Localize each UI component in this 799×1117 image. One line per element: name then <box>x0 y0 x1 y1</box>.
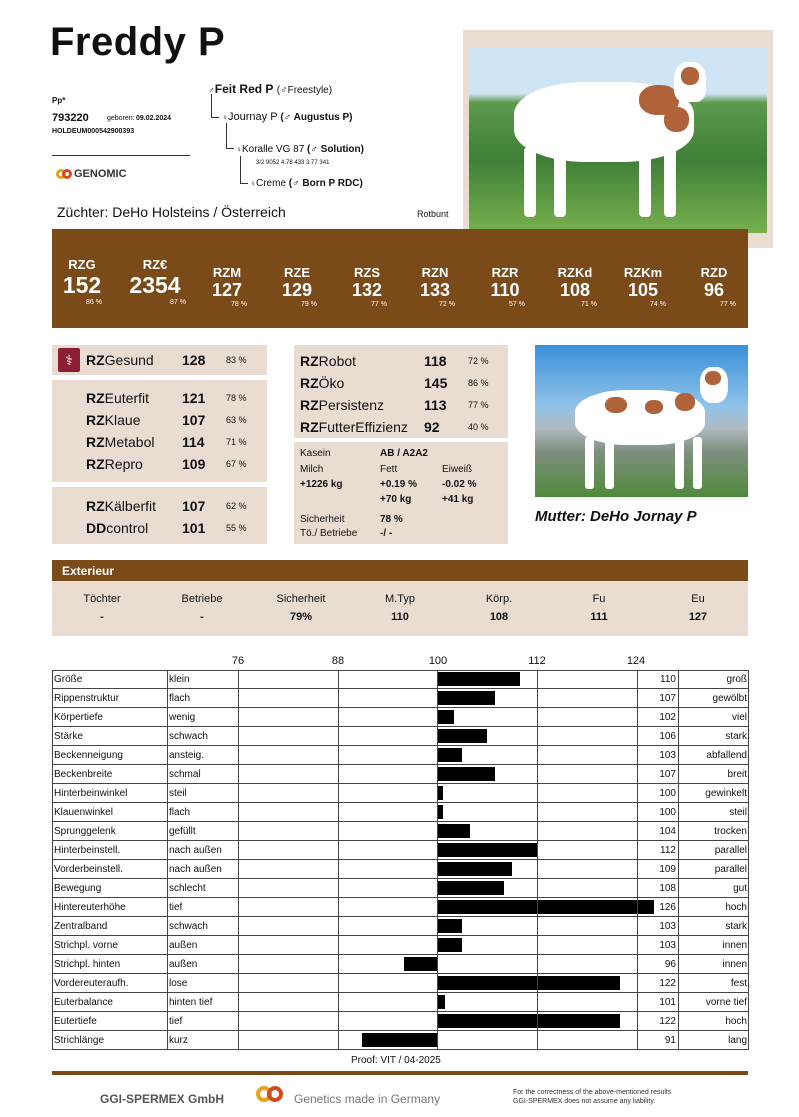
ext-koerp: Körp. 108 <box>485 593 513 623</box>
trait-name: Vordereuteraufh. <box>54 978 129 989</box>
trait-high-label: breit <box>727 769 747 780</box>
rzkaelberfit-row: RZKälberfit 107 62 % <box>86 498 247 514</box>
pedigree-line <box>211 94 219 118</box>
pedigree-line <box>226 123 234 149</box>
band-rzg: RZG 152 86 % <box>62 257 102 306</box>
trait-bar <box>437 710 454 724</box>
linear-row <box>52 822 749 841</box>
band-rzd: RZD 96 77 % <box>700 265 736 308</box>
rzrobot-row: RZRobot 118 72 % <box>300 353 489 369</box>
trait-name: Stärke <box>54 731 83 742</box>
linear-row <box>52 670 749 689</box>
kasein-value: AB / A2A2 <box>380 448 428 459</box>
trait-low-label: außen <box>169 940 198 951</box>
trait-high-label: steil <box>729 807 747 818</box>
linear-row <box>52 727 749 746</box>
trait-bar <box>437 748 462 762</box>
grid-line <box>678 670 679 1050</box>
trait-bar <box>437 862 512 876</box>
health-icon: ⚕ <box>58 348 80 372</box>
trait-high-label: vorne tief <box>705 997 747 1008</box>
trait-high-label: parallel <box>714 845 747 856</box>
trait-name: Vorderbeinstell. <box>54 864 123 875</box>
trait-low-label: außen <box>169 959 198 970</box>
trait-bar <box>404 957 437 971</box>
trait-value: 108 <box>659 883 676 894</box>
ddcontrol-row: DDcontrol 101 55 % <box>86 520 247 536</box>
grid-line <box>238 670 239 1050</box>
rzklaue-row: RZKlaue 107 63 % <box>86 412 247 428</box>
trait-low-label: kurz <box>169 1035 188 1046</box>
trait-low-label: hinten tief <box>169 997 213 1008</box>
milch-value: +1226 kg <box>300 479 343 490</box>
linear-row <box>52 898 749 917</box>
tick-100: 100 <box>428 655 448 667</box>
trait-bar <box>437 900 654 914</box>
trait-name: Euterbalance <box>54 997 113 1008</box>
tick-88: 88 <box>331 655 345 667</box>
registration-number: HOLDEUM000542900393 <box>52 128 135 135</box>
trait-bar <box>437 729 487 743</box>
divider <box>52 155 190 156</box>
company-logo <box>256 1086 283 1102</box>
trait-name: Zentralband <box>54 921 108 932</box>
ext-fu: Fu 111 <box>590 593 608 623</box>
genomic-logo-text: GENOMIC <box>74 168 127 180</box>
trait-name: Hinterbeinwinkel <box>54 788 128 799</box>
trait-high-label: trocken <box>714 826 747 837</box>
trait-bar <box>437 919 462 933</box>
tick-124: 124 <box>626 655 646 667</box>
toechter-label: Tö./ Betriebe <box>300 528 358 539</box>
trait-value: 102 <box>659 712 676 723</box>
trait-bar <box>437 881 504 895</box>
trait-bar <box>437 691 495 705</box>
trait-high-label: lang <box>728 1035 747 1046</box>
linear-row <box>52 689 749 708</box>
trait-name: Strichpl. hinten <box>54 959 121 970</box>
exterieur-header: Exterieur <box>52 560 748 581</box>
trait-value: 107 <box>659 769 676 780</box>
genomic-logo <box>56 168 127 180</box>
breeder: Züchter: DeHo Holsteins / Österreich <box>57 204 286 220</box>
footer-line <box>52 1071 748 1075</box>
trait-value: 103 <box>659 750 676 761</box>
trait-value: 96 <box>664 959 676 970</box>
bull-photo <box>463 30 773 248</box>
eiweiss-label: Eiweiß <box>442 464 473 475</box>
sicherheit-label: Sicherheit <box>300 514 345 525</box>
rzpersistenz-row: RZPersistenz 113 77 % <box>300 397 489 413</box>
rzoeko-row: RZÖko 145 86 % <box>300 375 489 391</box>
trait-name: Klauenwinkel <box>54 807 113 818</box>
trait-bar <box>437 824 470 838</box>
trait-name: Hinterbeinstell. <box>54 845 121 856</box>
band-rzr: RZR 110 57 % <box>490 265 525 308</box>
trait-high-label: innen <box>722 940 747 951</box>
fett-percent: +0.19 % <box>380 479 417 490</box>
linear-row <box>52 803 749 822</box>
ext-betriebe: Betriebe - <box>181 593 223 623</box>
trait-name: Rippenstruktur <box>54 693 120 704</box>
trait-low-label: tief <box>169 1016 183 1027</box>
trait-name: Körpertiefe <box>54 712 103 723</box>
ext-mtyp: M.Typ 110 <box>385 593 415 623</box>
trait-value: 100 <box>659 788 676 799</box>
grid-line <box>338 670 339 1050</box>
band-rze: RZE 129 79 % <box>281 265 317 308</box>
proof: Proof: VIT / 04-2025 <box>351 1055 441 1066</box>
trait-name: Eutertiefe <box>54 1016 97 1027</box>
ext-eu: Eu 127 <box>688 593 708 623</box>
trait-low-label: klein <box>169 674 190 685</box>
trait-high-label: hoch <box>725 902 747 913</box>
trait-value: 110 <box>660 674 676 685</box>
linear-row <box>52 765 749 784</box>
trait-low-label: steil <box>169 788 187 799</box>
trait-high-label: gewölbt <box>712 693 747 704</box>
grid-line <box>52 670 53 1050</box>
trait-value: 103 <box>659 921 676 932</box>
tick-112: 112 <box>528 655 546 667</box>
trait-low-label: lose <box>169 978 188 989</box>
trait-value: 100 <box>659 807 676 818</box>
trait-low-label: schwach <box>169 731 208 742</box>
exterieur-panel <box>52 581 748 636</box>
linear-row <box>52 955 749 974</box>
rzrepro-row: RZRepro 109 67 % <box>86 456 247 472</box>
band-rz-euro: RZ€ 2354 87 % <box>129 257 186 306</box>
bull-name: Freddy P <box>50 20 226 64</box>
milch-label: Milch <box>300 464 324 475</box>
trait-high-label: stark <box>725 731 747 742</box>
trait-value: 107 <box>659 693 676 704</box>
trait-name: Strichlänge <box>54 1035 105 1046</box>
disclaimer-1: For the correctness of the above-mentioned results <box>513 1089 672 1096</box>
rzfuttereffizienz-row: RZFutterEffizienz 92 40 % <box>300 419 489 435</box>
trait-low-label: schwach <box>169 921 208 932</box>
pedigree-great-granddam: ♀Creme (♂ Born P RDC) <box>250 178 363 189</box>
eiweiss-kg: +41 kg <box>442 494 474 505</box>
tagline: Genetics made in Germany <box>294 1092 441 1106</box>
pedigree-granddam: ♀Koralle VG 87 (♂ Solution) <box>236 144 364 155</box>
linear-row <box>52 784 749 803</box>
band-rzn: RZN 133 72 % <box>419 265 455 308</box>
trait-name: Bewegung <box>54 883 102 894</box>
company: GGI-SPERMEX GmbH <box>100 1092 225 1106</box>
trait-low-label: schlecht <box>169 883 206 894</box>
linear-row <box>52 708 749 727</box>
trait-value: 101 <box>659 997 676 1008</box>
trait-name: Hintereuterhöhe <box>54 902 126 913</box>
linear-row <box>52 879 749 898</box>
trait-value: 106 <box>659 731 676 742</box>
disclaimer-2: GGI-SPERMEX does not assume any liability. <box>513 1098 656 1105</box>
trait-high-label: innen <box>722 959 747 970</box>
grid-line <box>437 670 438 1050</box>
mother-photo <box>535 345 748 497</box>
trait-name: Größe <box>54 674 83 685</box>
band-rzkd: RZKd 108 71 % <box>557 265 597 308</box>
toechter-value: -/ - <box>380 528 393 539</box>
trait-low-label: wenig <box>169 712 196 723</box>
band-rzkm: RZKm 105 74 % <box>623 265 666 308</box>
trait-name: Beckenneigung <box>54 750 123 761</box>
trait-bar <box>362 1033 437 1047</box>
grid-line <box>748 670 749 1050</box>
trait-bar <box>437 976 620 990</box>
trait-value: 104 <box>659 826 676 837</box>
fett-kg: +70 kg <box>380 494 412 505</box>
trait-bar <box>437 938 462 952</box>
trait-high-label: hoch <box>725 1016 747 1027</box>
sicherheit-value: 78 % <box>380 514 403 525</box>
trait-high-label: gewinkelt <box>705 788 747 799</box>
trait-value: 109 <box>659 864 676 875</box>
granddam-lactation: 3/2 9052 4.78 433 3.77 341 <box>256 160 330 166</box>
trait-bar <box>437 843 537 857</box>
trait-low-label: flach <box>169 807 191 818</box>
trait-low-label: gefüllt <box>169 826 196 837</box>
trait-high-label: groß <box>726 674 747 685</box>
linear-row <box>52 746 749 765</box>
trait-low-label: ansteig. <box>169 750 205 761</box>
trait-name: Strichpl. vorne <box>54 940 118 951</box>
linear-row <box>52 860 749 879</box>
linear-row <box>52 1031 749 1050</box>
born-label: geboren: <box>107 115 135 122</box>
trait-bar <box>437 995 445 1009</box>
grid-line <box>537 670 538 1050</box>
linear-row <box>52 974 749 993</box>
ext-toechter: Töchter - <box>83 593 121 623</box>
trait-name: Beckenbreite <box>54 769 113 780</box>
mother-name: Mutter: DeHo Jornay P <box>535 508 697 525</box>
trait-low-label: nach außen <box>169 864 222 875</box>
ext-sicherheit: Sicherheit 79% <box>276 593 326 623</box>
rzmetabol-row: RZMetabol 114 71 % <box>86 434 247 450</box>
pedigree-dam: ♀Journay P (♂ Augustus P) <box>222 111 353 123</box>
trait-value: 122 <box>659 1016 676 1027</box>
trait-high-label: gut <box>733 883 747 894</box>
milk-panel <box>294 442 508 544</box>
trait-low-label: schmal <box>169 769 201 780</box>
linear-row <box>52 936 749 955</box>
trait-low-label: flach <box>169 693 191 704</box>
kasein-label: Kasein <box>300 448 331 459</box>
trait-low-label: tief <box>169 902 183 913</box>
linear-row <box>52 917 749 936</box>
linear-row <box>52 1012 749 1031</box>
trait-high-label: viel <box>731 712 747 723</box>
grid-top <box>52 670 749 671</box>
trait-high-label: abfallend <box>706 750 747 761</box>
rzeuterfit-row: RZEuterfit 121 78 % <box>86 390 247 406</box>
trait-value: 126 <box>659 902 676 913</box>
trait-bar <box>437 672 520 686</box>
linear-row <box>52 841 749 860</box>
trait-value: 112 <box>660 845 676 856</box>
pedigree-sire: ♂Feit Red P (♂Freestyle) <box>208 82 333 96</box>
trait-high-label: stark <box>725 921 747 932</box>
grid-line <box>167 670 168 1050</box>
trait-low-label: nach außen <box>169 845 222 856</box>
fett-label: Fett <box>380 464 398 475</box>
band-rzs: RZS 132 77 % <box>351 265 387 308</box>
tick-76: 76 <box>231 655 245 667</box>
linear-row <box>52 993 749 1012</box>
trait-bar <box>437 1014 620 1028</box>
trait-value: 103 <box>659 940 676 951</box>
band-rzm: RZM 127 78 % <box>211 265 247 308</box>
color-type: Rotbunt <box>417 209 449 219</box>
eiweiss-percent: -0.02 % <box>442 479 477 490</box>
grid-line <box>637 670 638 1050</box>
trait-high-label: fest <box>730 978 747 989</box>
trait-bar <box>437 767 495 781</box>
trait-value: 91 <box>664 1035 676 1046</box>
pedigree-line <box>240 156 248 184</box>
trait-high-label: parallel <box>714 864 747 875</box>
rzgesund-row: RZGesund 128 83 % <box>86 352 247 368</box>
herdbook-number: 793220 <box>52 112 89 124</box>
index-band <box>52 229 748 328</box>
trait-name: Sprunggelenk <box>54 826 116 837</box>
born-date: 09.02.2024 <box>136 115 172 122</box>
pp-label: Pp* <box>52 96 66 105</box>
trait-value: 122 <box>659 978 676 989</box>
